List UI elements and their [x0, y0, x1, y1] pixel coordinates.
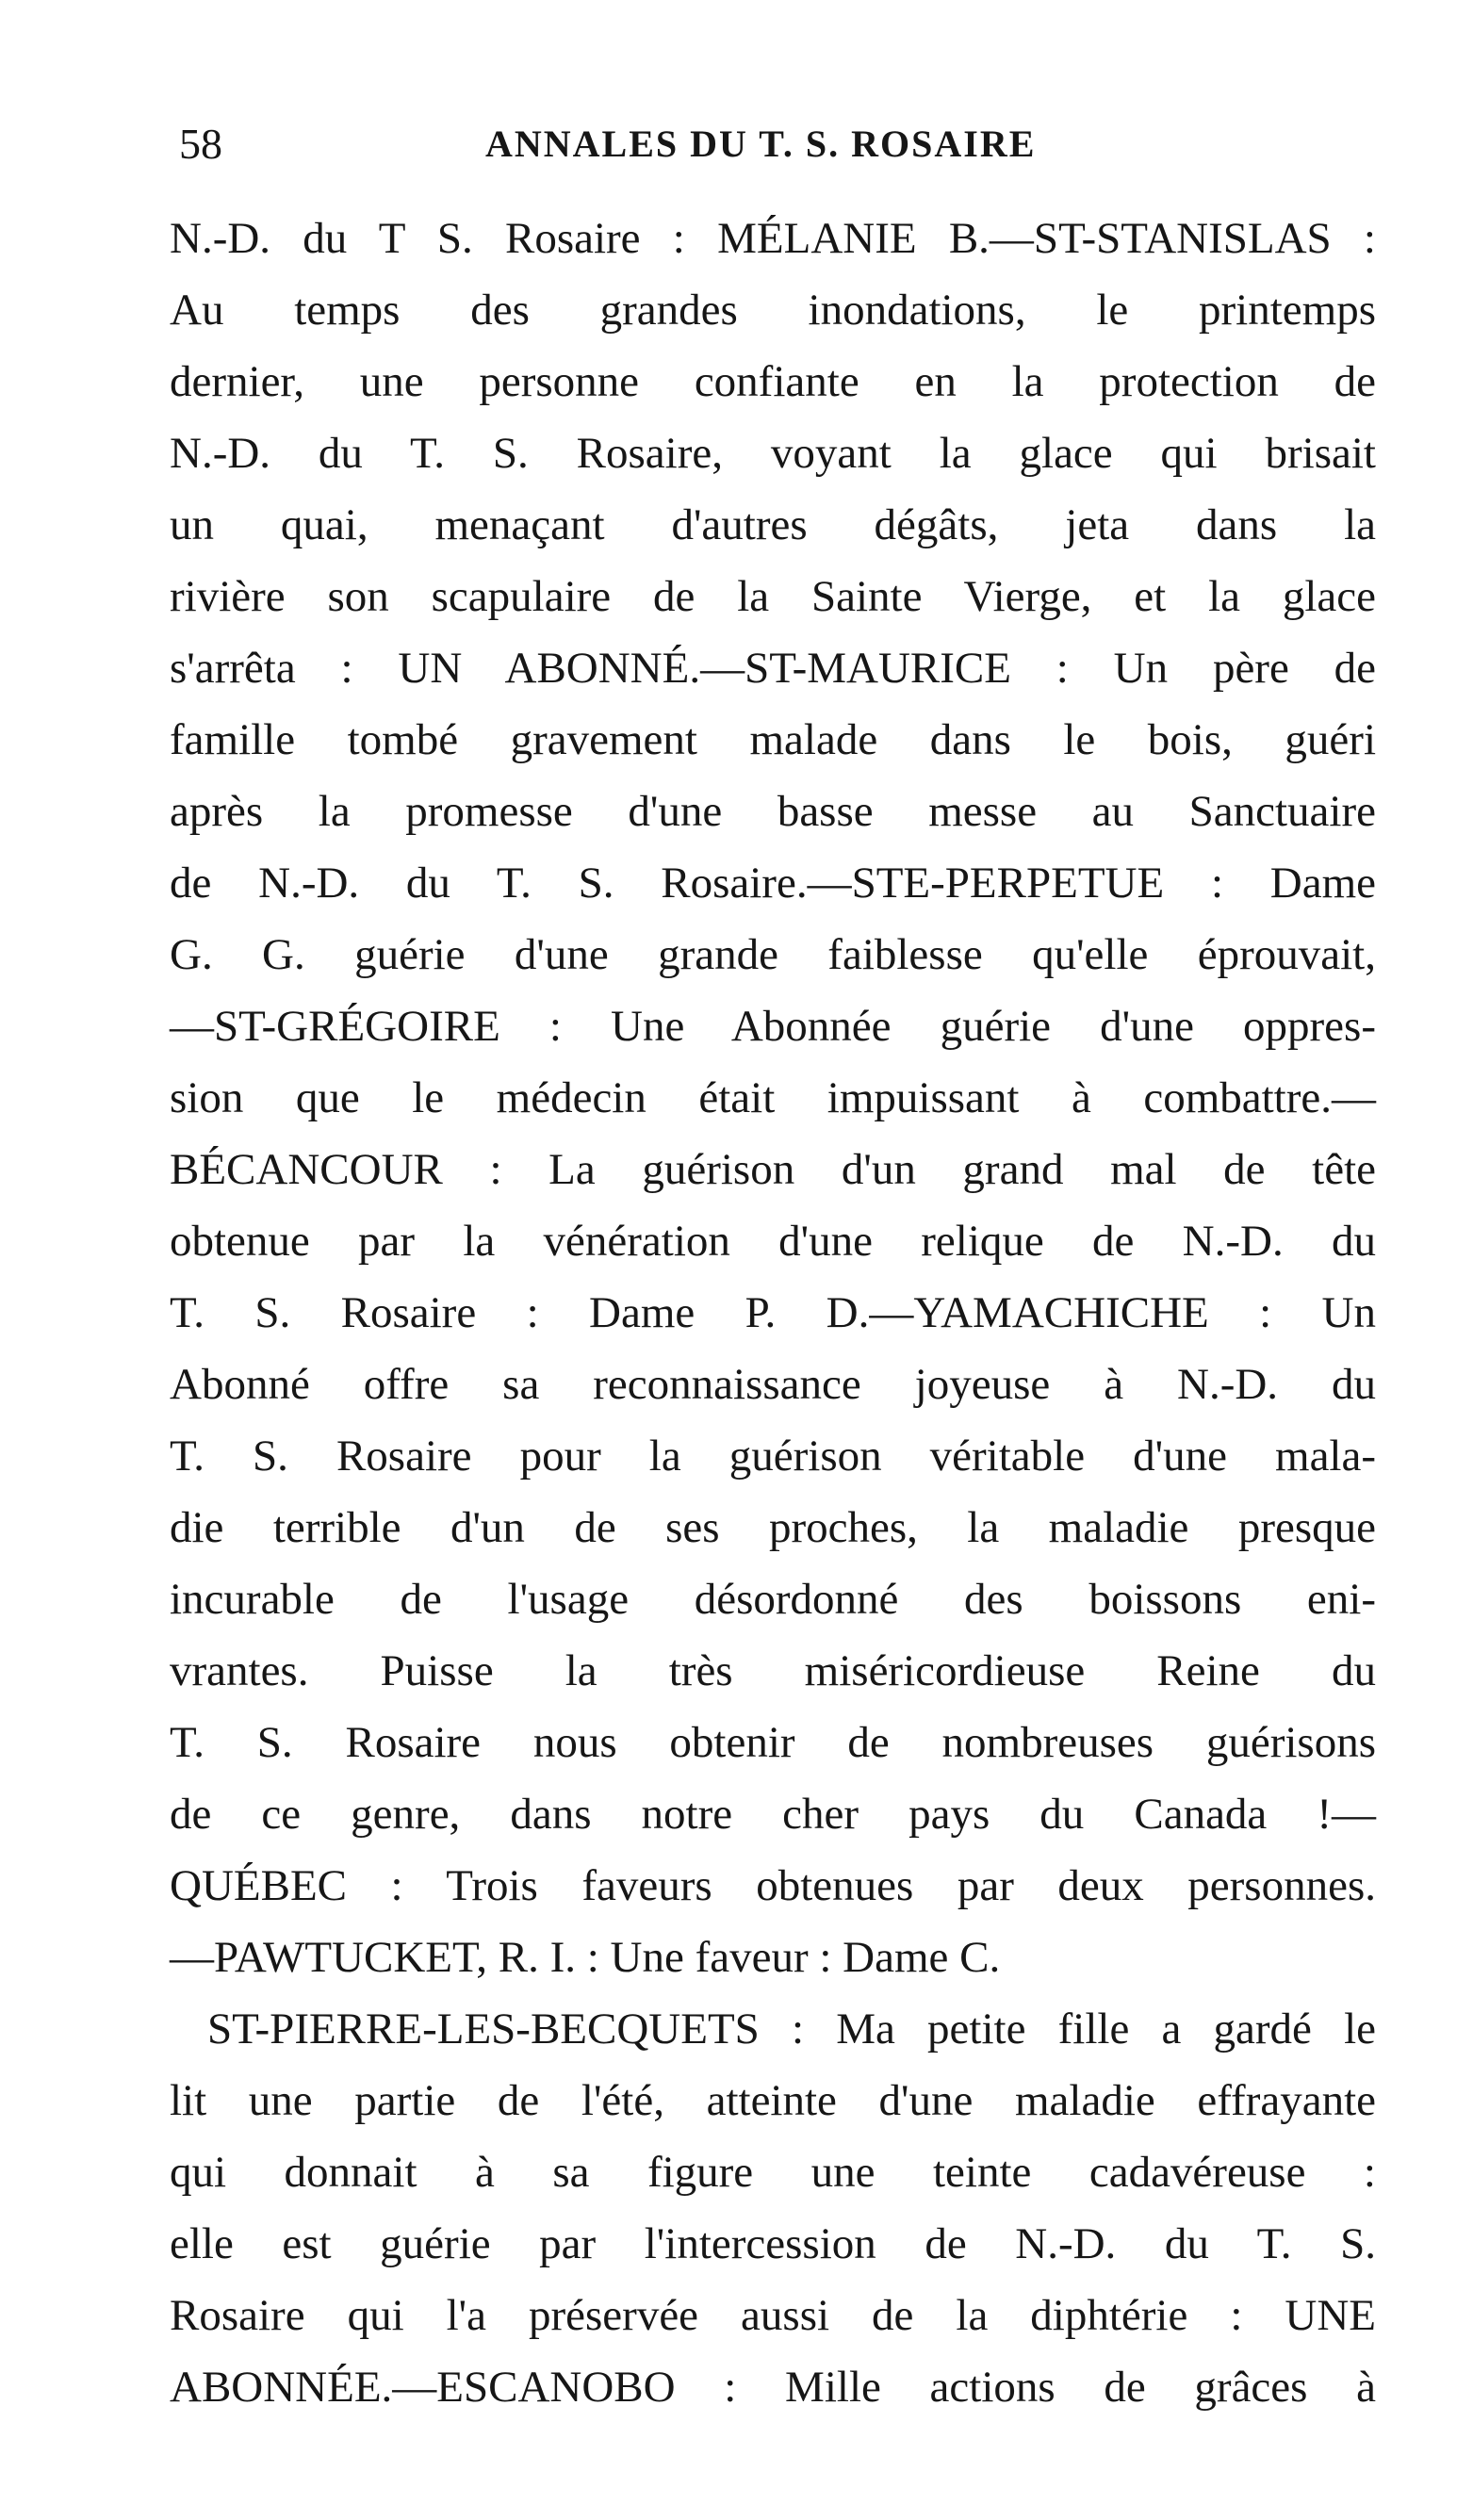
text-line: après la promesse d'une basse messe au Sanctuaire: [170, 787, 1376, 836]
text-line: elle est guérie par l'intercession de N.-D. du T. S.: [170, 2219, 1376, 2268]
text-line: obtenue par la vénération d'une relique de N.-D. du: [170, 1217, 1376, 1266]
text-line: Au temps des grandes inondations, le printemps: [170, 286, 1376, 335]
text-line: lit une partie de l'été, atteinte d'une maladie effrayante: [170, 2076, 1376, 2125]
text-line: T. S. Rosaire : Dame P. D.—YAMACHICHE : Un: [170, 1288, 1376, 1337]
text-line: T. S. Rosaire pour la guérison véritable d'une mala-: [170, 1432, 1376, 1481]
text-line: ABONNÉE.—ESCANOBO : Mille actions de grâces à: [170, 2363, 1376, 2412]
text-line: BÉCANCOUR : La guérison d'un grand mal de tête: [170, 1145, 1376, 1194]
running-title: ANNALES DU T. S. ROSAIRE: [485, 123, 1037, 165]
text-line: G. G. guérie d'une grande faiblesse qu'elle éprouvait,: [170, 930, 1376, 979]
text-line: de N.-D. du T. S. Rosaire.—STE-PERPETUE : Dame: [170, 859, 1376, 908]
text-line: s'arrêta : UN ABONNÉ.—ST-MAURICE : Un père de: [170, 644, 1376, 693]
body-text: [170, 203, 1376, 2423]
text-line: —ST-GRÉGOIRE : Une Abonnée guérie d'une oppres-: [170, 1002, 1376, 1051]
text-line: die terrible d'un de ses proches, la maladie presque: [170, 1503, 1376, 1552]
text-line: N.-D. du T. S. Rosaire, voyant la glace qui brisait: [170, 429, 1376, 478]
text-line: rivière son scapulaire de la Sainte Vierge, et la glace: [170, 572, 1376, 621]
text-line: —PAWTUCKET, R. I. : Une faveur : Dame C.: [170, 1933, 1001, 1982]
text-line: T. S. Rosaire nous obtenir de nombreuses guérisons: [170, 1718, 1376, 1767]
paragraph-start-line: ST-PIERRE-LES-BECQUETS : Ma petite fille a gardé le: [207, 2005, 1376, 2054]
text-line: QUÉBEC : Trois faveurs obtenues par deux personnes.: [170, 1861, 1376, 1910]
text-line: famille tombé gravement malade dans le bois, guéri: [170, 715, 1376, 764]
text-line: vrantes. Puisse la très miséricordieuse Reine du: [170, 1646, 1376, 1695]
text-line: sion que le médecin était impuissant à combattre.—: [170, 1073, 1376, 1122]
text-line: Abonné offre sa reconnaissance joyeuse à N.-D. du: [170, 1360, 1376, 1409]
text-line: N.-D. du T S. Rosaire : MÉLANIE B.—ST-STANISLAS :: [170, 214, 1376, 263]
text-line: de ce genre, dans notre cher pays du Canada !—: [170, 1790, 1376, 1839]
text-line: un quai, menaçant d'autres dégâts, jeta dans la: [170, 500, 1376, 549]
text-line: incurable de l'usage désordonné des boissons eni-: [170, 1575, 1376, 1624]
text-line: Rosaire qui l'a préservée aussi de la diphtérie : UNE: [170, 2291, 1376, 2340]
page-number: 58: [179, 120, 222, 168]
text-line: dernier, une personne confiante en la protection de: [170, 357, 1376, 406]
text-line: qui donnait à sa figure une teinte cadavéreuse :: [170, 2148, 1376, 2197]
page-header: [179, 111, 1376, 177]
